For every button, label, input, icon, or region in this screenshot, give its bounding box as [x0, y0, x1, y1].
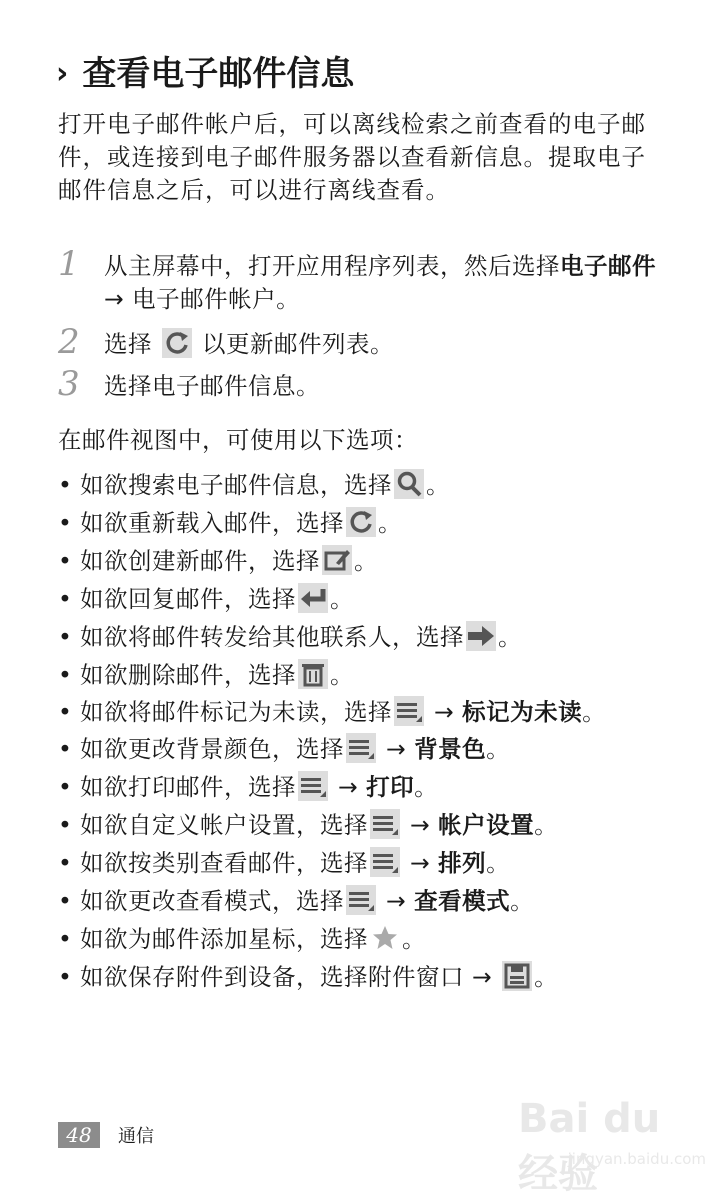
- step-number: 1: [58, 244, 81, 284]
- option-text: 如欲自定义帐户设置，选择: [80, 811, 368, 839]
- option-item: [58, 806, 678, 844]
- menu-icon: [346, 733, 376, 763]
- title-text: 查看电子邮件信息: [82, 54, 355, 94]
- option-text: 如欲删除邮件，选择: [80, 661, 296, 689]
- option-text: 如欲为邮件添加星标，选择: [80, 925, 368, 953]
- menu-option-label: 背景色: [414, 735, 487, 763]
- bullet: •: [58, 547, 73, 575]
- page-number: 48: [58, 1122, 100, 1148]
- options-intro: 在邮件视图中，可使用以下选项：: [58, 426, 418, 454]
- punctuation: 。: [486, 735, 511, 763]
- step-text: 选择 以更新邮件列表。: [104, 330, 394, 358]
- option-text: 如欲重新载入邮件，选择: [80, 509, 344, 537]
- watermark-brand: Bai du 经验: [518, 1096, 661, 1197]
- option-item: [58, 920, 678, 958]
- menu-option-label: 查看模式: [414, 887, 511, 915]
- option-text: 如欲搜索电子邮件信息，选择: [80, 471, 392, 499]
- punctuation: 。: [378, 509, 402, 537]
- punctuation: 。: [414, 773, 439, 801]
- step-2: [58, 322, 678, 366]
- trash-icon: [298, 659, 328, 689]
- arrow-text: →: [464, 963, 501, 991]
- option-text: 如欲将邮件转发给其他联系人，选择: [80, 623, 464, 651]
- arrow-text: →: [402, 849, 439, 877]
- punctuation: 。: [582, 698, 607, 726]
- arrow-text: →: [378, 887, 415, 915]
- menu-icon: [346, 885, 376, 915]
- page-title: [56, 52, 354, 98]
- option-item: [58, 542, 678, 580]
- option-item: [58, 730, 678, 768]
- menu-option-label: 打印: [366, 773, 415, 801]
- bullet: •: [58, 735, 73, 763]
- menu-option-label: 排列: [438, 849, 487, 877]
- step-text: 选择电子邮件信息。: [104, 372, 320, 400]
- punctuation: 。: [354, 547, 378, 575]
- refresh-icon: [162, 328, 192, 358]
- menu-icon: [298, 771, 328, 801]
- watermark-logo: [518, 1080, 708, 1197]
- compose-icon: [322, 545, 352, 575]
- option-item: [58, 694, 678, 730]
- options-list: [58, 466, 678, 996]
- forward-icon: [466, 621, 496, 651]
- option-item: [58, 466, 678, 504]
- bullet: •: [58, 509, 73, 537]
- punctuation: 。: [534, 963, 559, 991]
- punctuation: 。: [510, 887, 535, 915]
- option-item: [58, 504, 678, 542]
- page-footer: [58, 1122, 154, 1148]
- arrow-text: →: [330, 773, 367, 801]
- bullet: •: [58, 773, 73, 801]
- punctuation: 。: [426, 471, 450, 499]
- bullet: •: [58, 585, 73, 613]
- option-item: [58, 768, 678, 806]
- menu-option-label: 标记为未读: [462, 698, 583, 726]
- punctuation: 。: [498, 623, 522, 651]
- punctuation: 。: [330, 661, 354, 689]
- option-item: [58, 580, 678, 618]
- option-text: 如欲回复邮件，选择: [80, 585, 296, 613]
- option-text: 如欲更改查看模式，选择: [80, 887, 344, 915]
- option-text: 如欲按类别查看邮件，选择: [80, 849, 368, 877]
- punctuation: 。: [534, 811, 559, 839]
- bullet: •: [58, 887, 73, 915]
- bullet: •: [58, 925, 73, 953]
- bullet: •: [58, 698, 73, 726]
- option-item: [58, 656, 678, 694]
- step-number: 3: [58, 364, 81, 404]
- option-item: [58, 618, 678, 656]
- option-text: 如欲打印邮件，选择: [80, 773, 296, 801]
- step-text: 从主屏幕中，打开应用程序列表，然后选择电子邮件 → 电子邮件帐户。: [104, 252, 656, 313]
- option-text: 如欲更改背景颜色，选择: [80, 735, 344, 763]
- menu-icon: [370, 809, 400, 839]
- arrow-text: →: [402, 811, 439, 839]
- option-item: [58, 882, 678, 920]
- arrow-text: →: [426, 698, 463, 726]
- chevron-icon: ›: [56, 56, 69, 91]
- intro-paragraph: 打开电子邮件帐户后，可以离线检索之前查看的电子邮件，或连接到电子邮件服务器以查看新信息。提取电子邮件信息之后，可以进行离线查看。: [58, 110, 646, 204]
- save-icon: [502, 961, 532, 991]
- bullet: •: [58, 623, 73, 651]
- option-item: [58, 844, 678, 882]
- step-3: [58, 364, 678, 408]
- arrow-text: →: [378, 735, 415, 763]
- step-1: [58, 244, 678, 320]
- bullet: •: [58, 849, 73, 877]
- watermark-url: jingyan.baidu.com: [567, 1150, 706, 1168]
- menu-icon: [394, 696, 424, 726]
- bullet: •: [58, 963, 73, 991]
- star-icon: [370, 923, 400, 953]
- menu-icon: [370, 847, 400, 877]
- option-text: 如欲将邮件标记为未读，选择: [80, 698, 392, 726]
- bullet: •: [58, 471, 73, 499]
- search-icon: [394, 469, 424, 499]
- punctuation: 。: [402, 925, 426, 953]
- refresh-icon: [346, 507, 376, 537]
- option-text: 如欲保存附件到设备，选择附件窗口: [80, 963, 464, 991]
- section-name: 通信: [118, 1126, 154, 1147]
- bullet: •: [58, 661, 73, 689]
- reply-icon: [298, 583, 328, 613]
- option-text: 如欲创建新邮件，选择: [80, 547, 320, 575]
- punctuation: 。: [330, 585, 354, 613]
- bullet: •: [58, 811, 73, 839]
- step-number: 2: [58, 322, 81, 362]
- menu-option-label: 帐户设置: [438, 811, 535, 839]
- punctuation: 。: [486, 849, 511, 877]
- option-item: [58, 958, 678, 996]
